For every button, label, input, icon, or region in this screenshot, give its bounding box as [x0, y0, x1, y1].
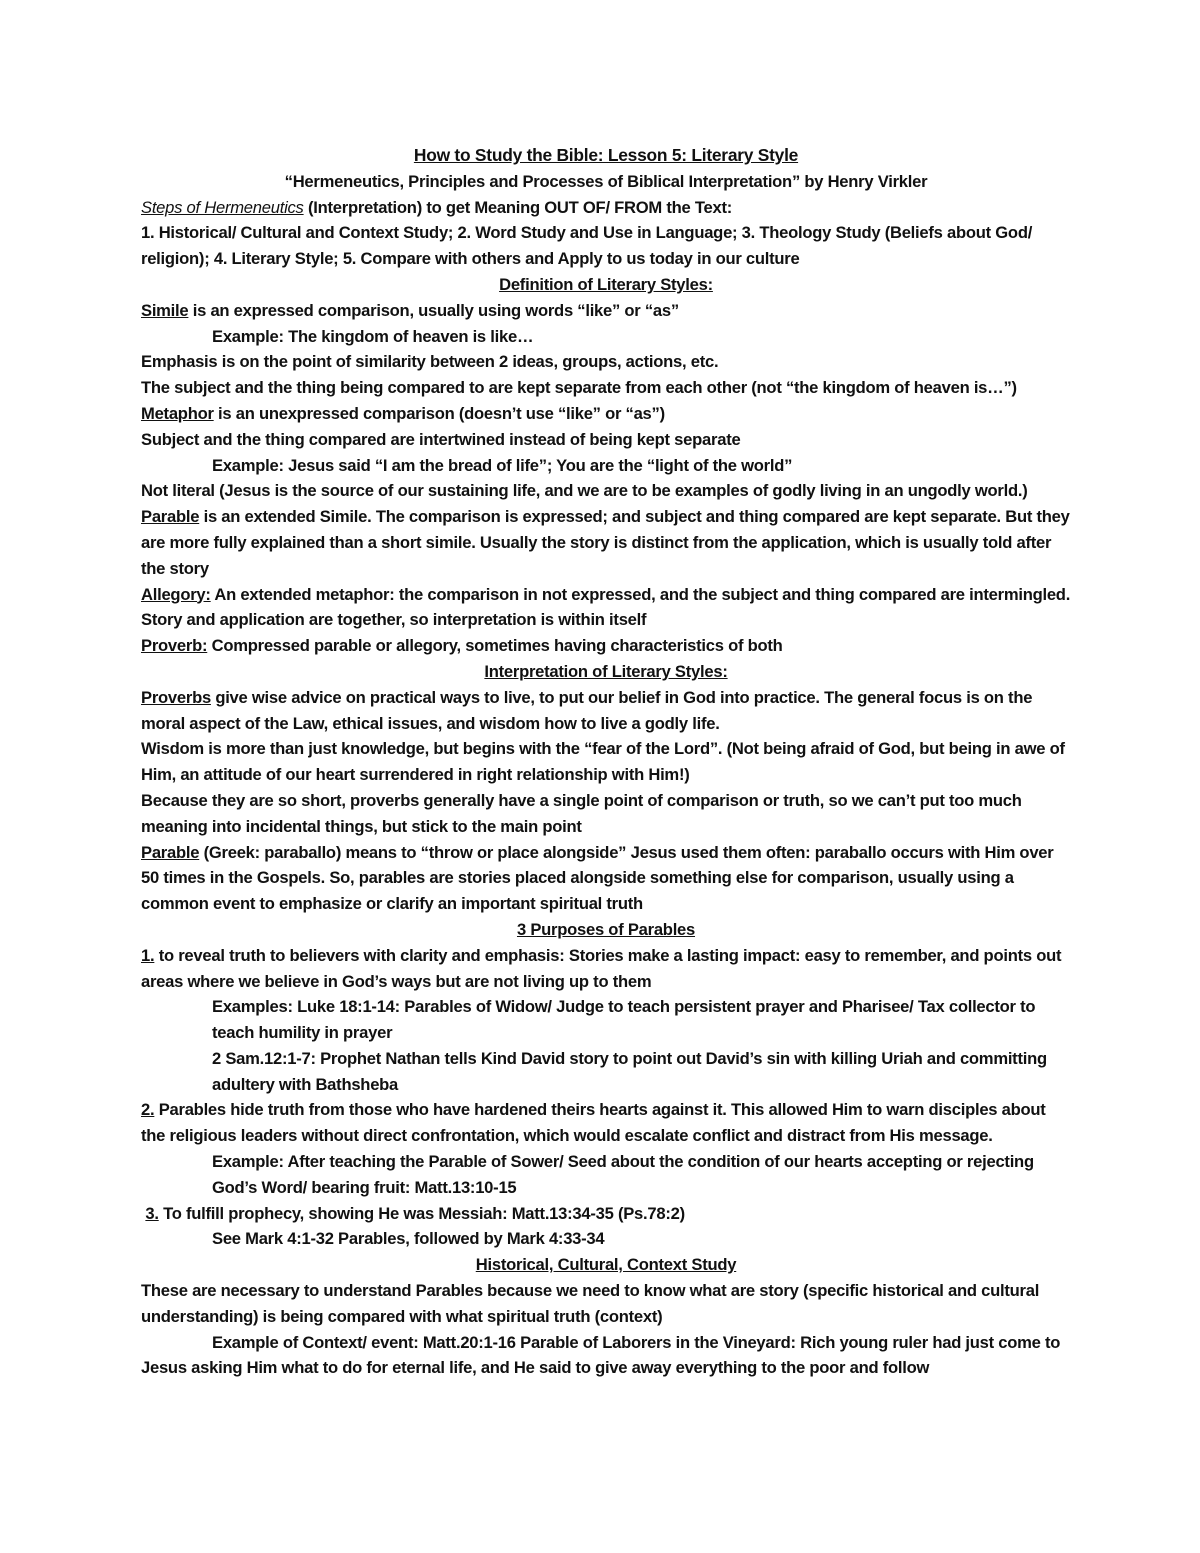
- purpose-3-number: 3.: [145, 1203, 159, 1223]
- purpose-2-text: Parables hide truth from those who have hardened theirs hearts against it. This allowed Him to warn disciples about the religious leaders without direct confrontation, which would escalate conflict and distract from His message.: [141, 1100, 1046, 1146]
- proverb-term: Proverb:: [141, 636, 208, 656]
- proverb-definition: [141, 633, 1071, 659]
- proverbs-paragraph: [141, 685, 1071, 737]
- wisdom-paragraph: Wisdom is more than just knowledge, but begins with the “fear of the Lord”. (Not being afraid of God, but being in awe of Him, an attitude of our heart surrendered in right relationship with Him!): [141, 739, 1065, 785]
- metaphor-definition: [141, 401, 1071, 427]
- purpose-1-text: to reveal truth to believers with clarity and emphasis: Stories make a lasting impact: easy to remember, and points out areas where we believe in God’s ways but are not living up to them: [141, 945, 1062, 991]
- steps-line: [141, 195, 1071, 221]
- proverb-def: Compressed parable or allegory, sometimes having characteristics of both: [207, 636, 783, 656]
- parable2-term: Parable: [141, 842, 200, 862]
- context-example: Example of Context/ event: Matt.20:1-16 Parable of Laborers in the Vineyard: Rich young ruler had just come to Jesus asking Him what to do for eternal life, and He said to give away everything to the poor and follow: [141, 1332, 1061, 1378]
- allegory-term: Allegory:: [141, 584, 211, 604]
- steps-label: Steps of Hermeneutics: [141, 197, 304, 217]
- purpose-2-number: 2.: [141, 1100, 155, 1120]
- proverbs-def: give wise advice on practical ways to live, to put our belief in God into practice. The general focus is on the moral aspect of the Law, ethical issues, and wisdom how to live a godly life.: [141, 687, 1033, 733]
- allegory-def: An extended metaphor: the comparison in not expressed, and the subject and thing compared are intermingled. Story and application are together, so interpretation is within itself: [141, 584, 1071, 630]
- document-page: [141, 143, 1071, 1381]
- purpose-3-text: To fulfill prophecy, showing He was Messiah: Matt.13:34-35 (Ps.78:2): [158, 1203, 685, 1223]
- parable2-def: (Greek: paraballo) means to “throw or place alongside” Jesus used them often: paraballo occurs with Him over 50 times in the Gospels. So, parables are stories placed alongside something else for comparison, usually using a common event to emphasize or clarify an important spiritual truth: [141, 842, 1054, 914]
- metaphor-term: Metaphor: [141, 403, 214, 423]
- purposes-heading: 3 Purposes of Parables: [516, 919, 696, 939]
- historical-heading: Historical, Cultural, Context Study: [475, 1255, 737, 1275]
- interpretation-heading: Interpretation of Literary Styles:: [484, 661, 728, 681]
- parable-def: is an extended Simile. The comparison is expressed; and subject and thing compared are kept separate. But they are more fully explained than a short simile. Usually the story is distinct from the application, which is usually told after the story: [141, 507, 1070, 578]
- metaphor-note: Not literal (Jesus is the source of our sustaining life, and we are to be examples of godly living in an ungodly world.): [141, 481, 1028, 501]
- purpose-3-see: See Mark 4:1-32 Parables, followed by Mark 4:33-34: [212, 1229, 605, 1249]
- purpose-1-example-2: 2 Sam.12:1-7: Prophet Nathan tells Kind David story to point out David’s sin with killing Uriah and committing adultery with Bathsheba: [212, 1048, 1047, 1094]
- simile-example: Example: The kingdom of heaven is like…: [212, 326, 534, 346]
- purpose-2-example: Example: After teaching the Parable of Sower/ Seed about the condition of our hearts accepting or rejecting God’s Word/ bearing fruit: Matt.13:10-15: [212, 1152, 1034, 1197]
- proverbs-term: Proverbs: [141, 687, 211, 707]
- steps-list: 1. Historical/ Cultural and Context Study; 2. Word Study and Use in Language; 3. Theology Study (Beliefs about God/ religion); 4. Literary Style; 5. Compare with others and Apply to us today in our culture: [141, 223, 1033, 269]
- metaphor-example: Example: Jesus said “I am the bread of life”; You are the “light of the world”: [212, 455, 793, 475]
- simile-term: Simile: [141, 300, 189, 320]
- parable-definition: [141, 504, 1071, 581]
- simile-subject: The subject and the thing being compared to are kept separate from each other (not “the kingdom of heaven is…”): [141, 378, 1017, 398]
- page-title: How to Study the Bible: Lesson 5: Literary Style: [413, 145, 799, 165]
- definition-heading: Definition of Literary Styles:: [499, 274, 713, 294]
- historical-paragraph: These are necessary to understand Parables because we need to know what are story (specific historical and cultural understanding) is being compared with what spiritual truth (context): [141, 1281, 1040, 1326]
- purpose-1-number: 1.: [141, 945, 155, 965]
- allegory-definition: [141, 582, 1071, 634]
- purpose-1-example-1: Examples: Luke 18:1-14: Parables of Widow/ Judge to teach persistent prayer and Pharisee/ Tax collector to teach humility in prayer: [212, 997, 1036, 1043]
- simile-definition: [141, 298, 1071, 324]
- short-paragraph: Because they are so short, proverbs generally have a single point of comparison or truth, so we can’t put too much meaning into incidental things, but stick to the main point: [141, 790, 1022, 836]
- parable-term: Parable: [141, 507, 200, 527]
- purpose-3: [141, 1201, 1071, 1227]
- steps-rest: (Interpretation) to get Meaning OUT OF/ FROM the Text:: [303, 197, 733, 217]
- simile-def: is an expressed comparison, usually using words “like” or “as”: [188, 300, 679, 320]
- purpose-2: [141, 1097, 1071, 1149]
- parable-greek-paragraph: [141, 840, 1071, 917]
- metaphor-subject: Subject and the thing compared are intertwined instead of being kept separate: [141, 429, 741, 449]
- purpose-1: [141, 943, 1071, 995]
- metaphor-def: is an unexpressed comparison (doesn’t use “like” or “as”): [213, 403, 665, 423]
- subtitle: “Hermeneutics, Principles and Processes of Biblical Interpretation” by Henry Virkler: [284, 171, 928, 191]
- simile-emphasis: Emphasis is on the point of similarity between 2 ideas, groups, actions, etc.: [141, 352, 719, 372]
